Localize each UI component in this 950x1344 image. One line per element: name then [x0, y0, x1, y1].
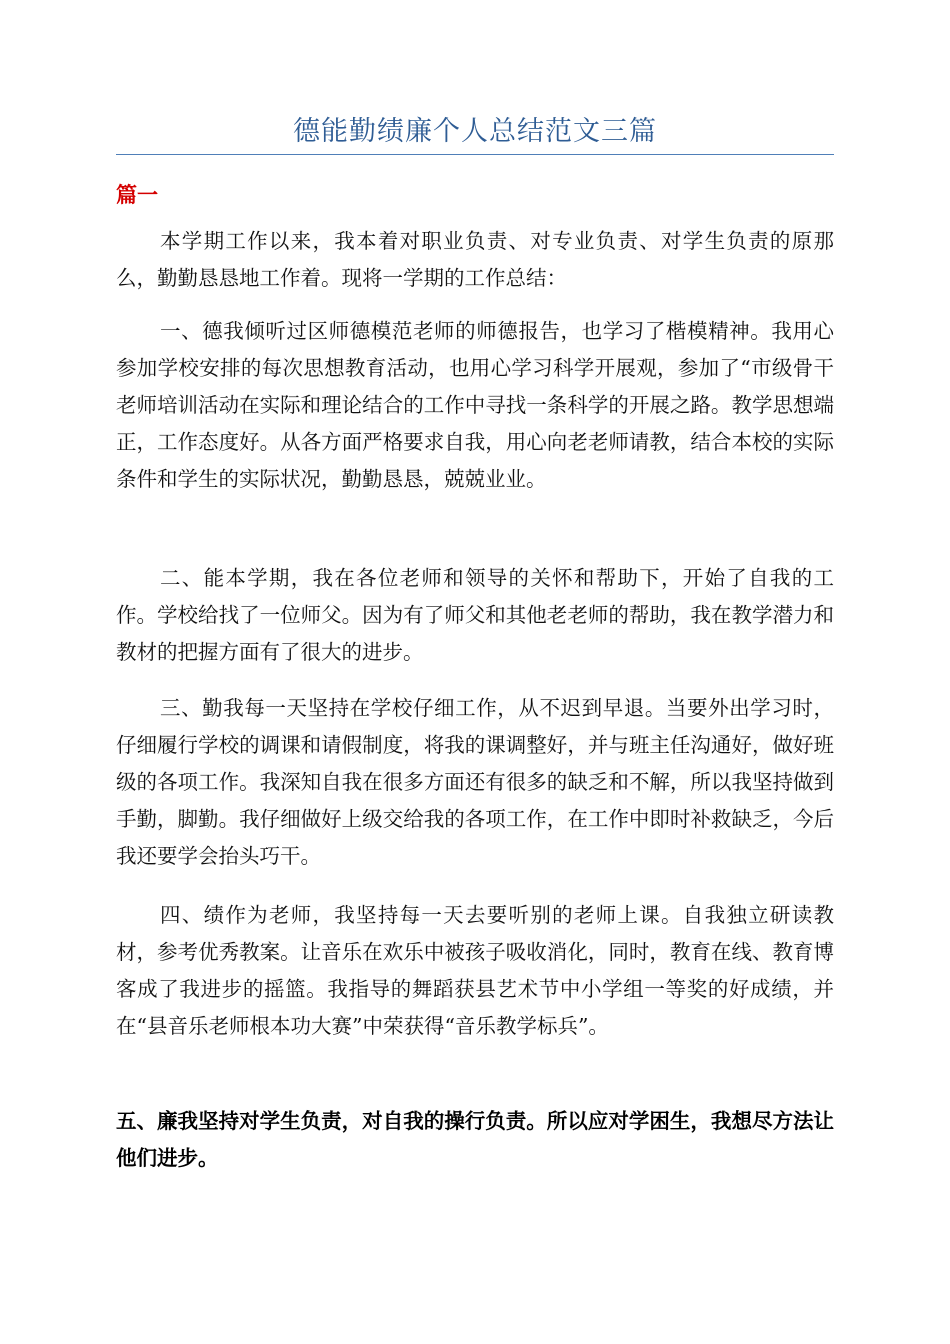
title-underline — [116, 154, 834, 155]
paragraph-6-block — [116, 1103, 834, 1177]
paragraph-4-block — [116, 690, 834, 875]
document-title: 德能勤绩廉个人总结范文三篇 — [293, 116, 657, 147]
section-heading: 篇一 — [116, 182, 158, 207]
paragraph-3-block — [116, 560, 834, 671]
paragraph-ability: 二、能本学期，我在各位老师和领导的关怀和帮助下，开始了自我的工作。学校给找了一位师父。因为有了师父和其他老老师的帮助，我在教学潜力和教材的把握方面有了很大的进步。 — [116, 566, 834, 664]
paragraph-5-block — [116, 897, 834, 1045]
paragraph-1-block — [116, 223, 834, 297]
paragraph-intro: 本学期工作以来，我本着对职业负责、对专业负责、对学生负责的原那么，勤勤恳恳地工作着。现将一学期的工作总结： — [116, 229, 834, 290]
paragraph-diligence: 三、勤我每一天坚持在学校仔细工作，从不迟到早退。当要外出学习时，仔细履行学校的调课和请假制度，将我的课调整好，并与班主任沟通好，做好班级的各项工作。我深知自我在很多方面还有很多的缺乏和不解，所以我坚持做到手勤，脚勤。我仔细做好上级交给我的各项工作，在工作中即时补救缺乏，今后我还要学会抬头巧干。 — [116, 696, 834, 868]
paragraph-achievement: 四、绩作为老师，我坚持每一天去要听别的老师上课。自我独立研读教材，参考优秀教案。让音乐在欢乐中被孩子吸收消化，同时，教育在线、教育博客成了我进步的摇篮。我指导的舞蹈获县艺术节中小学组一等奖的好成绩，并在“县音乐老师根本功大赛”中荣获得“音乐教学标兵”。 — [116, 903, 834, 1038]
paragraph-2-block — [116, 313, 834, 498]
paragraph-virtue: 一、德我倾听过区师德模范老师的师德报告，也学习了楷模精神。我用心参加学校安排的每次思想教育活动，也用心学习科学开展观，参加了“市级骨干老师培训活动在实际和理论结合的工作中寻找一条科学的开展之路。教学思想端正，工作态度好。从各方面严格要求自我，用心向老老师请教，结合本校的实际条件和学生的实际状况，勤勤恳恳，兢兢业业。 — [116, 319, 834, 491]
paragraph-integrity: 五、廉我坚持对学生负责，对自我的操行负责。所以应对学困生，我想尽方法让他们进步。 — [116, 1109, 834, 1170]
